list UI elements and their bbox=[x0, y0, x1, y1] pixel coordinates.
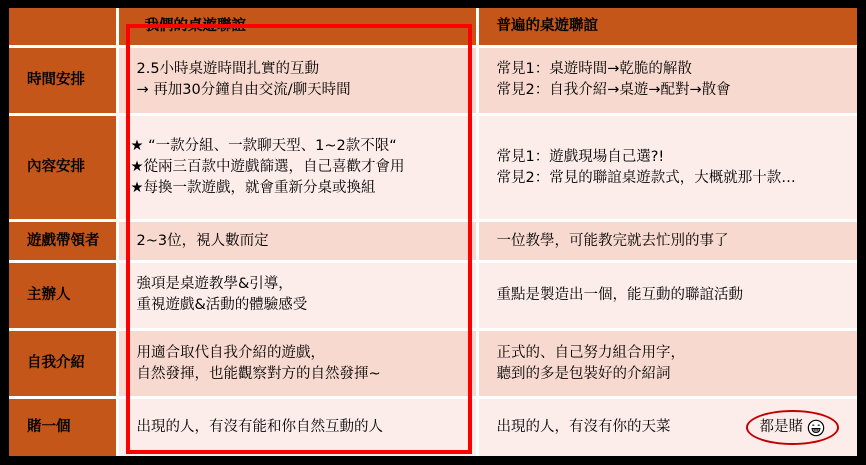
table-row bbox=[9, 46, 857, 114]
cell-common bbox=[477, 398, 857, 456]
table-row bbox=[9, 221, 857, 261]
cell-ours bbox=[117, 46, 477, 114]
corner-header bbox=[9, 8, 117, 46]
cell-line: 強項是桌遊教學&引導， bbox=[136, 276, 293, 293]
cell-ours bbox=[117, 261, 477, 329]
cell-line: 常見1：桌遊時間→乾脆的解散 bbox=[496, 61, 692, 78]
row-label: 內容安排 bbox=[9, 114, 117, 220]
cell-ours bbox=[117, 329, 477, 397]
comparison-table bbox=[9, 8, 857, 456]
table-row bbox=[9, 261, 857, 329]
cell-line: 出現的人，有沒有能和你自然互動的人 bbox=[136, 419, 383, 436]
row-label: 遊戲帶領者 bbox=[9, 221, 117, 261]
cell-line: 常見2：自我介紹→桌遊→配對→散會 bbox=[496, 82, 731, 99]
cell-line: 出現的人，有沒有你的天菜 bbox=[496, 419, 671, 436]
row-label: 主辦人 bbox=[9, 261, 117, 329]
cell-line: 自然發揮，也能觀察對方的自然發揮~ bbox=[136, 365, 381, 382]
column-header-common: 普遍的桌遊聯誼 bbox=[477, 8, 857, 46]
cell-line: 2~3位，視人數而定 bbox=[136, 232, 269, 249]
cell-line: 一位教學，可能教完就去忙別的事了 bbox=[496, 232, 729, 249]
grinning-face-icon bbox=[807, 419, 825, 437]
column-header-ours: 我們的桌遊聯誼 bbox=[117, 8, 477, 46]
cell-line: 重點是製造出一個，能互動的聯誼活動 bbox=[496, 286, 743, 303]
cell-line: 聽到的多是包裝好的介紹詞 bbox=[496, 365, 671, 382]
cell-line: 常見2：常見的聯誼桌遊款式，大概就那十款… bbox=[496, 169, 796, 186]
table-row bbox=[9, 398, 857, 456]
cell-ours bbox=[117, 114, 477, 220]
cell-common bbox=[477, 114, 857, 220]
cell-common bbox=[477, 261, 857, 329]
cell-line: 重視遊戲&活動的體驗感受 bbox=[136, 297, 308, 314]
table-row bbox=[9, 329, 857, 397]
comparison-slide bbox=[9, 8, 857, 456]
cell-ours bbox=[117, 398, 477, 456]
cell-line: 正式的、自己努力組合用字， bbox=[496, 344, 685, 361]
cell-line: ★ “一款分組、一款聊天型、1~2款不限“ bbox=[130, 138, 397, 155]
table-row bbox=[9, 114, 857, 220]
cell-line: 常見1：遊戲現場自己選?! bbox=[496, 148, 665, 165]
cell-line: → 再加30分鐘自由交流/聊天時間 bbox=[136, 82, 351, 99]
cell-ours bbox=[117, 221, 477, 261]
all-gamble-stamp bbox=[746, 410, 840, 445]
cell-line: ★每換一款遊戲，就會重新分桌或換組 bbox=[130, 180, 376, 197]
header-row bbox=[9, 8, 857, 46]
cell-line: ★從兩三百款中遊戲篩選，自己喜歡才會用 bbox=[130, 159, 405, 176]
row-label: 時間安排 bbox=[9, 46, 117, 114]
row-label: 自我介紹 bbox=[9, 329, 117, 397]
cell-common bbox=[477, 221, 857, 261]
cell-common bbox=[477, 329, 857, 397]
cell-common bbox=[477, 46, 857, 114]
row-label: 賭一個 bbox=[9, 398, 117, 456]
stamp-text: 都是賭 bbox=[759, 419, 803, 436]
cell-line: 2.5小時桌遊時間扎實的互動 bbox=[136, 61, 320, 78]
cell-common-content bbox=[497, 410, 858, 445]
cell-line: 用適合取代自我介紹的遊戲， bbox=[136, 344, 325, 361]
